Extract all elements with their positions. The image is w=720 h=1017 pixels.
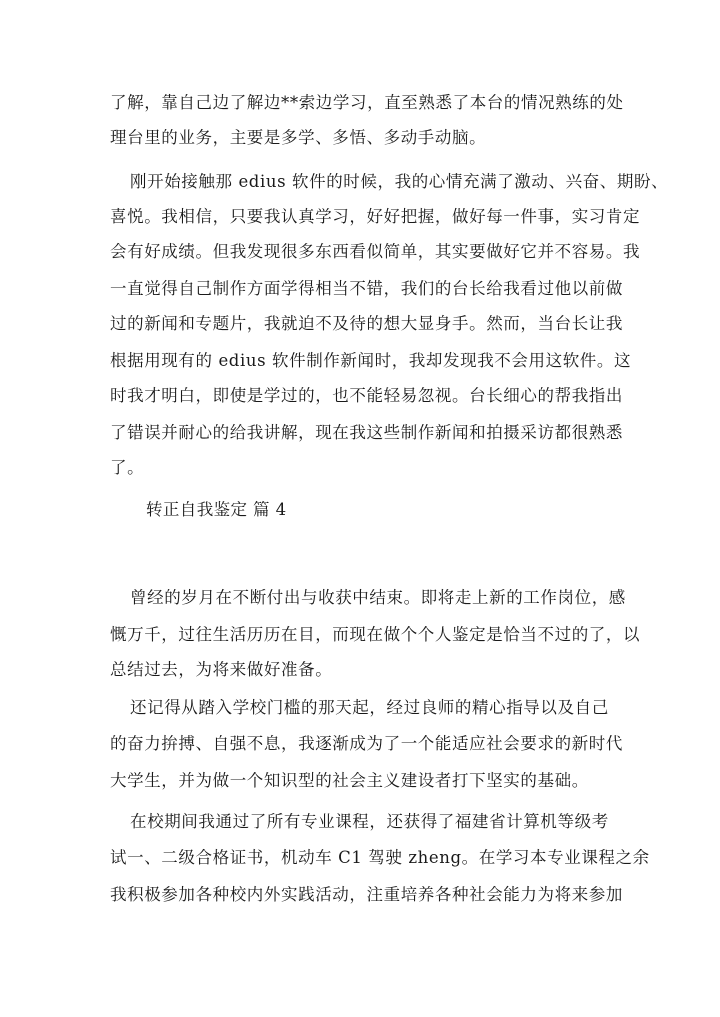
text-line: 根据用现有的 edius 软件制作新闻时，我却发现我不会用这软件。这 (110, 351, 632, 370)
text-line: 了。 (110, 458, 145, 477)
text-line: 会有好成绩。但我发现很多东西看似简单，其实要做好它并不容易。我 (110, 242, 641, 261)
text-line: 我积极参加各种校内外实践活动，注重培养各种社会能力为将来参加 (110, 885, 623, 904)
text-line: 慨万千，过往生活历历在目，而现在做个个人鉴定是恰当不过的了，以 (110, 625, 641, 644)
text-line: 曾经的岁月在不断付出与收获中结束。即将走上新的工作岗位，感 (130, 588, 626, 607)
text-line: 刚开始接触那 edius 软件的时候，我的心情充满了激动、兴奋、期盼、 (130, 172, 669, 191)
text-line: 过的新闻和专题片，我就迫不及待的想大显身手。然而，当台长让我 (110, 314, 623, 333)
section-heading: 转正自我鉴定 篇 4 (146, 500, 287, 519)
text-line: 还记得从踏入学校门槛的那天起，经过良师的精心指导以及自己 (130, 698, 609, 717)
text-line: 的奋力拚搏、自强不息，我逐渐成为了一个能适应社会要求的新时代 (110, 734, 623, 753)
text-line: 了错误并耐心的给我讲解，现在我这些制作新闻和拍摄采访都很熟悉 (110, 423, 623, 442)
text-line: 喜悦。我相信，只要我认真学习，好好把握，做好每一件事，实习肯定 (110, 207, 641, 226)
text-line: 大学生，并为做一个知识型的社会主义建设者打下坚实的基础。 (110, 771, 589, 790)
text-line: 一直觉得自己制作方面学得相当不错，我们的台长给我看过他以前做 (110, 279, 623, 298)
text-line: 理台里的业务，主要是多学、多悟、多动手动脑。 (110, 128, 487, 147)
text-line: 总结过去，为将来做好准备。 (110, 660, 333, 679)
text-line: 在校期间我通过了所有专业课程，还获得了福建省计算机等级考 (130, 812, 609, 831)
text-line: 时我才明白，即使是学过的，也不能轻易忽视。台长细心的帮我指出 (110, 386, 623, 405)
text-line: 试一、二级合格证书，机动车 C1 驾驶 zheng。在学习本专业课程之余 (110, 848, 650, 867)
text-line: 了解，靠自己边了解边**索边学习，直至熟悉了本台的情况熟练的处 (110, 93, 624, 112)
